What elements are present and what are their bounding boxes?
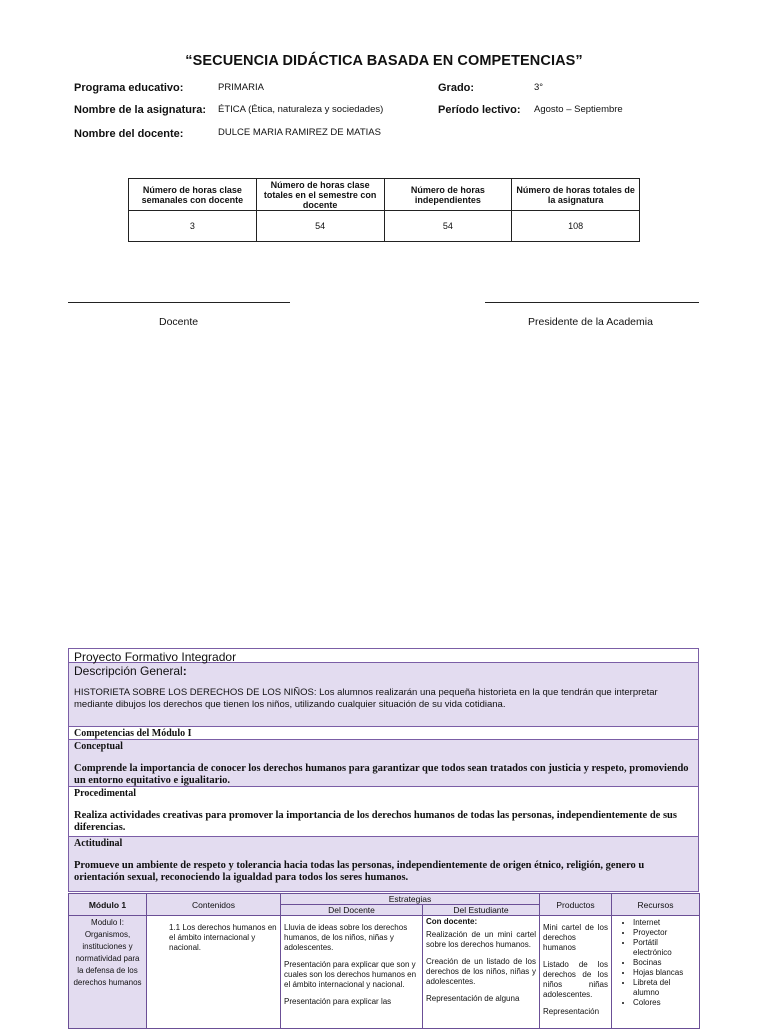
header-recursos: Recursos [612, 894, 700, 916]
hours-header-semanales: Número de horas clase semanales con docente [129, 179, 257, 211]
hours-header-independientes: Número de horas independientes [384, 179, 512, 211]
module-estudiante-cell [423, 916, 540, 1029]
estudiante-activity: Creación de un listado de los derechos de los niños, niñas y adolescentes. [426, 957, 536, 986]
recurso-item: • Bocinas [633, 958, 696, 968]
programa-label: Programa educativo: [74, 82, 184, 94]
module-contenido: 1.1 Los derechos humanos en el ámbito internacional y nacional. [147, 916, 281, 1029]
grado-value: 3° [534, 82, 544, 93]
header-del-docente: Del Docente [281, 905, 423, 916]
description-colon: : [182, 664, 187, 678]
project-title: Proyecto Formativo Integrador [68, 648, 699, 663]
hours-value-independientes: 54 [384, 211, 512, 242]
estudiante-activity: Representación de alguna [426, 994, 520, 1003]
recursos-list [615, 918, 696, 1008]
asignatura-value: ÉTICA (Ética, naturaleza y sociedades) [218, 104, 384, 115]
recurso-item: • Colores [633, 998, 696, 1008]
recurso-item: • Libreta del alumno [633, 978, 696, 998]
procedimental-label: Procedimental [74, 788, 137, 799]
periodo-value: Agosto – Septiembre [534, 104, 623, 115]
hours-header-totales-semestre: Número de horas clase totales en el semestre con docente [256, 179, 384, 211]
recurso-item: • Proyector [633, 928, 696, 938]
actitudinal-text: Promueve un ambiente de respeto y tolerancia hacia todas las personas, independientemente de origen étnico, religión, genero u orientación sexual, reconociendo la igualdad para todos los seres humanos. [74, 860, 645, 883]
hours-value-semanales: 3 [129, 211, 257, 242]
description-heading [69, 663, 698, 679]
conceptual-box [68, 740, 699, 787]
conceptual-label: Conceptual [74, 741, 123, 752]
hours-header-totales-asignatura: Número de horas totales de la asignatura [512, 179, 640, 211]
project-description-box [68, 663, 699, 727]
header-contenidos: Contenidos [147, 894, 281, 916]
module-docente-cell [281, 916, 423, 1029]
module-name: Modulo I: Organismos, instituciones y normatividad para la defensa de los derechos humanos [69, 916, 147, 1029]
docente-signature-line [68, 302, 290, 303]
project-section [68, 648, 699, 892]
module-recursos-cell [612, 916, 700, 1029]
hours-value-totales-asignatura: 108 [512, 211, 640, 242]
grado-label: Grado: [438, 82, 475, 94]
module-header-row-1 [69, 894, 700, 905]
hours-value-totales-semestre: 54 [256, 211, 384, 242]
estudiante-activity: Realización de un mini cartel sobre los derechos humanos. [426, 930, 536, 949]
recurso-item: • Portátil electrónico [633, 938, 696, 958]
project-description: HISTORIETA SOBRE LOS DERECHOS DE LOS NIÑOS: Los alumnos realizarán una pequeña historieta en la que tendrán que interpretar mediante dibujos los derechos que tienen los niños, utilizando cualquier situación de su vida cotidiana. [74, 687, 658, 710]
module-row [69, 916, 700, 1029]
header-productos: Productos [540, 894, 612, 916]
estudiante-title: Con docente: [426, 917, 478, 926]
docente-value: DULCE MARIA RAMIREZ DE MATIAS [218, 127, 381, 138]
producto-item: Representación [543, 1007, 600, 1016]
docente-activity: Presentación para explicar que son y cuales son los derechos humanos en el ámbito internacional y nacional. [284, 960, 417, 989]
procedimental-text: Realiza actividades creativas para promover la importancia de los derechos humanos de todas las personas, independientemente de sus diferencias. [74, 810, 677, 833]
presidente-signature-line [485, 302, 699, 303]
document-title: “SECUENCIA DIDÁCTICA BASADA EN COMPETENCIAS” [185, 53, 583, 69]
presidente-signature-label: Presidente de la Academia [528, 316, 653, 328]
hours-header-row [129, 179, 640, 211]
header-modulo: Módulo 1 [69, 894, 147, 916]
docente-signature-label: Docente [159, 316, 199, 328]
hours-value-row [129, 211, 640, 242]
producto-item: Listado de los derechos de los niños niñas adolescentes. [543, 960, 608, 999]
header-del-estudiante: Del Estudiante [423, 905, 540, 916]
docente-label: Nombre del docente: [74, 128, 184, 140]
conceptual-text: Comprende la importancia de conocer los derechos humanos para garantizar que todos sean tratados con justicia y respeto, promoviendo un entorno equitativo e igualitario. [74, 763, 689, 786]
description-label: Descripción General [74, 664, 183, 678]
actitudinal-label: Actitudinal [74, 838, 123, 849]
programa-value: PRIMARIA [218, 82, 264, 93]
module-table [68, 893, 700, 1029]
actitudinal-box [68, 837, 699, 892]
recurso-item: • Hojas blancas [633, 968, 696, 978]
header-estrategias: Estrategias [281, 894, 540, 905]
asignatura-label: Nombre de la asignatura: [74, 104, 207, 116]
recurso-item: • Internet [633, 918, 696, 928]
hours-table [128, 178, 640, 242]
procedimental-box [68, 787, 699, 837]
module-productos-cell [540, 916, 612, 1029]
docente-activity: Lluvia de ideas sobre los derechos humanos, de los niños, niñas y adolescentes. [284, 923, 408, 952]
competencias-title: Competencias del Módulo I [68, 727, 699, 740]
producto-item: Mini cartel de los derechos humanos [543, 923, 608, 952]
docente-activity: Presentación para explicar las [284, 997, 392, 1006]
periodo-label: Período lectivo: [438, 104, 521, 116]
